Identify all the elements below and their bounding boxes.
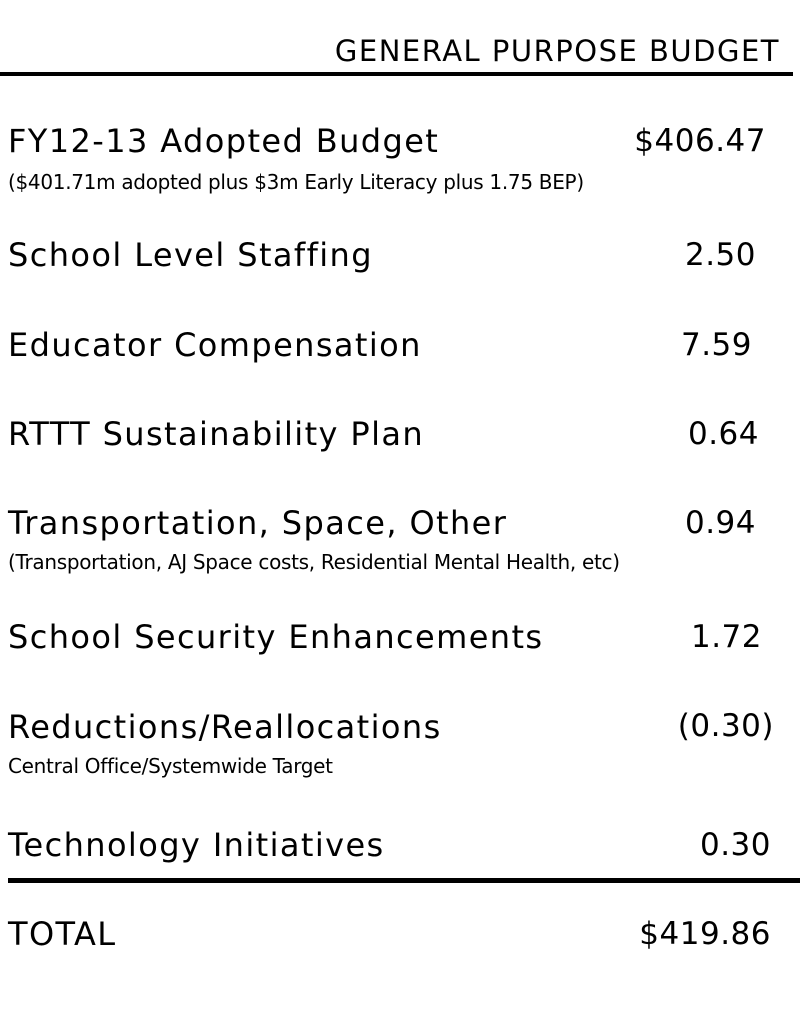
page-title: GENERAL PURPOSE BUDGET: [334, 34, 780, 68]
line-item-note: Central Office/Systemwide Target: [8, 754, 333, 778]
total-divider: [8, 878, 800, 883]
line-item-value: 0.94: [684, 505, 756, 541]
line-item-note: (Transportation, AJ Space costs, Residential Mental Health, etc): [8, 550, 620, 574]
total-label: TOTAL: [8, 915, 117, 953]
line-item-label: School Security Enhancements: [8, 618, 544, 656]
total-value: $419.86: [639, 916, 771, 952]
line-item-value: 7.59: [680, 327, 752, 363]
line-item-label: Technology Initiatives: [8, 826, 385, 864]
line-item-label: Transportation, Space, Other: [8, 504, 508, 542]
line-item-note: ($401.71m adopted plus $3m Early Literacy plus 1.75 BEP): [8, 170, 584, 194]
title-divider: [0, 72, 793, 76]
line-item-label: School Level Staffing: [8, 236, 373, 274]
line-item-label: Educator Compensation: [8, 326, 422, 364]
line-item-value: 0.64: [687, 416, 759, 452]
line-item-value: 2.50: [684, 237, 756, 273]
line-item-label: FY12-13 Adopted Budget: [8, 122, 440, 160]
line-item-value: 1.72: [690, 619, 762, 655]
line-item-label: Reductions/Reallocations: [8, 708, 442, 746]
line-item-label: RTTT Sustainability Plan: [8, 415, 425, 453]
line-item-value: 0.30: [699, 827, 771, 863]
line-item-value: (0.30): [677, 708, 774, 744]
line-item-value: $406.47: [634, 123, 766, 159]
